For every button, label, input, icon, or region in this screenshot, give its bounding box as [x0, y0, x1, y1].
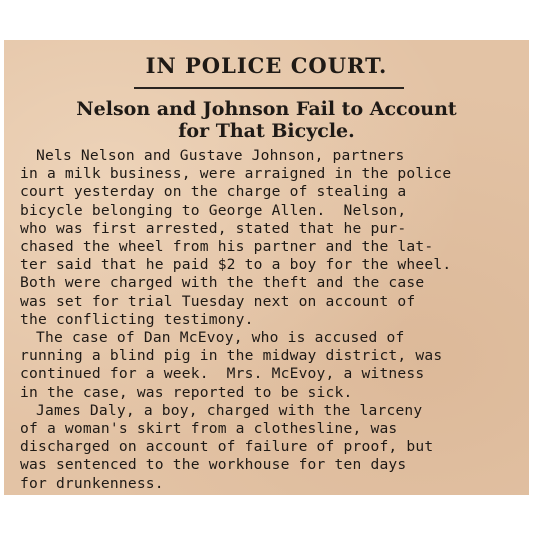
article-line: discharged on account of failure of proof, but [20, 438, 434, 456]
article-line: James Daly, a boy, charged with the larceny [36, 401, 423, 419]
newspaper-clipping [4, 40, 529, 495]
article-line: in the case, was reported to be sick. [20, 383, 353, 401]
headline-line-2: for That Bicycle. [178, 120, 355, 142]
article-line: continued for a week. Mrs. McEvoy, a witness [20, 365, 425, 383]
article-line: bicycle belonging to George Allen. Nelson, [20, 201, 407, 219]
headline-line-1: Nelson and Johnson Fail to Account [76, 98, 457, 120]
article-line: the conflicting testimony. [20, 310, 254, 328]
article-line: court yesterday on the charge of stealing a [20, 183, 407, 201]
article-line: ter said that he paid $2 to a boy for the wheel. [20, 256, 452, 274]
article-line: who was first arrested, stated that he pur- [20, 219, 407, 237]
article-line: Both were charged with the theft and the case [20, 274, 425, 292]
article-body [20, 147, 515, 493]
article-line: chased the wheel from his partner and the lat- [20, 238, 434, 256]
article-line: in a milk business, were arraigned in the police [20, 165, 452, 183]
article-line: for drunkenness. [20, 474, 164, 492]
article-line: was set for trial Tuesday next on account of [20, 292, 416, 310]
section-title: IN POLICE COURT. [145, 53, 388, 78]
article-line: The case of Dan McEvoy, who is accused of [36, 329, 405, 347]
article-headline [4, 98, 529, 142]
article-line: of a woman's skirt from a clothesline, was [20, 420, 398, 438]
title-divider [134, 87, 404, 89]
article-line: running a blind pig in the midway district, was [20, 347, 443, 365]
article-line: was sentenced to the workhouse for ten days [20, 456, 407, 474]
article-line: Nels Nelson and Gustave Johnson, partners [36, 147, 405, 164]
